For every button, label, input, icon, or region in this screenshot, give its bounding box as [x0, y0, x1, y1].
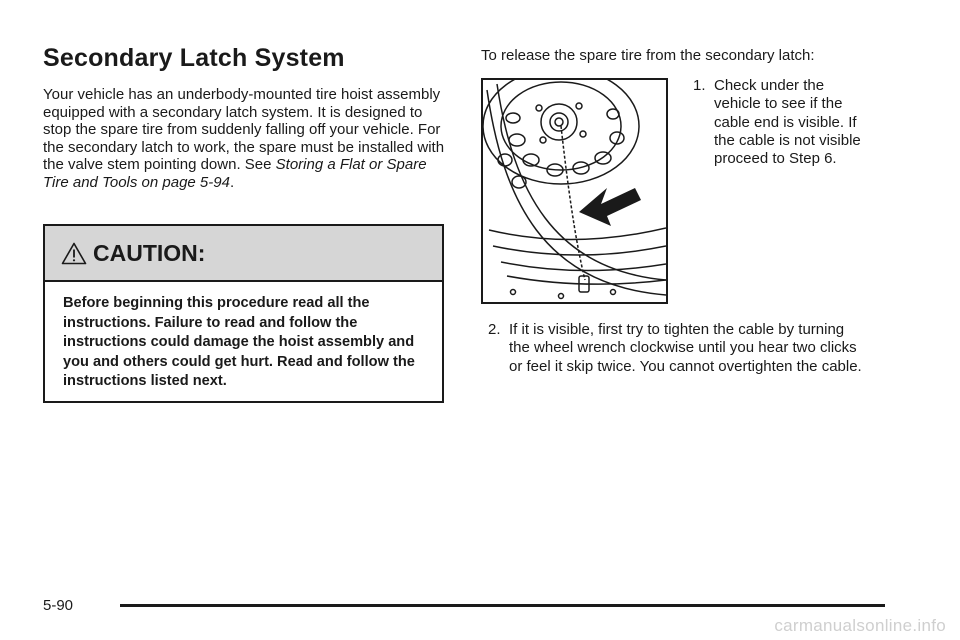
section-title: Secondary Latch System [43, 44, 345, 72]
warning-triangle-icon [61, 242, 87, 265]
step-number: 2. [488, 321, 501, 338]
release-instructions-intro: To release the spare tire from the secondary latch: [481, 47, 815, 64]
caution-title: CAUTION: [93, 239, 206, 266]
intro-suffix: . [229, 173, 235, 191]
caution-header [45, 226, 442, 282]
intro-text: Your vehicle has an underbody-mounted tire hoist assembly equipped with a secondary latch system. It is designed to stop the spare tire from suddenly falling off your vehicle. For the secondary latch to work, the spare must be installed with the valve stem pointing down. See [43, 86, 445, 174]
step-2 [488, 321, 868, 376]
step-1 [693, 77, 873, 168]
step-text: If it is visible, first try to tighten the cable by turning the wheel wrench clockwise until you hear two clicks or feel it skip twice. You cannot overtighten the cable. [509, 321, 862, 375]
cross-reference-link[interactable]: Storing a Flat or Spare Tire and Tools on page 5-94 [43, 156, 427, 191]
watermark: carmanualsonline.info [774, 616, 946, 635]
caution-box [43, 224, 444, 403]
tire-hoist-drawing [483, 80, 666, 302]
page-number: 5-90 [43, 597, 74, 614]
caution-body: Before beginning this procedure read all the instructions. Failure to read and follow the instructions could damage the hoist assembly and you and others could get hurt. Read and follow the instructions listed next. [63, 295, 415, 390]
footer-rule [120, 604, 885, 607]
intro-paragraph [43, 86, 453, 192]
step-number: 1. [693, 77, 706, 94]
step-text: Check under the vehicle to see if the cable end is visible. If the cable is not visible proceed to Step 6. [714, 77, 861, 168]
spare-tire-illustration [481, 78, 668, 304]
